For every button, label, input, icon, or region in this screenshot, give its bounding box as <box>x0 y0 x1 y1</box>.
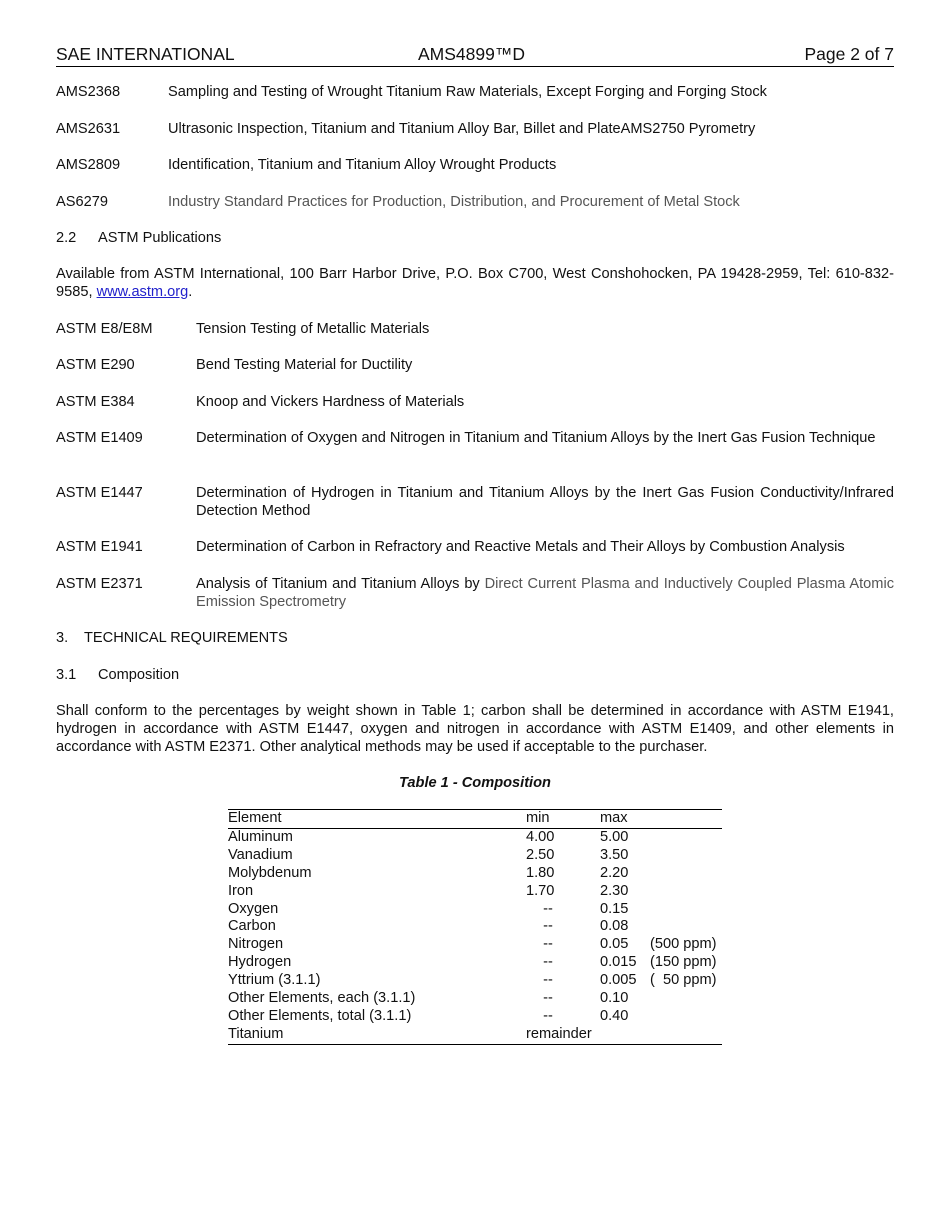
cell-min: -- <box>543 1007 553 1024</box>
reference-description: Bend Testing Material for Ductility <box>196 357 413 373</box>
section-heading-2-2 <box>56 229 221 247</box>
cell-max: 2.30 <box>600 882 629 899</box>
cell-min: 2.50 <box>526 846 555 863</box>
cell-element: Aluminum <box>228 828 293 845</box>
cell-max: 5.00 <box>600 828 629 845</box>
table-title: Table 1 - Composition <box>399 775 551 791</box>
section-title: ASTM Publications <box>98 230 222 246</box>
table-header-row <box>228 810 722 829</box>
table-row <box>228 972 722 990</box>
reference-description <box>196 575 894 611</box>
header-page-number: Page 2 of 7 <box>804 44 894 64</box>
cell-note: (500 ppm) <box>650 936 717 953</box>
cell-note <box>650 918 722 936</box>
reference-code: AS6279 <box>56 194 108 210</box>
cell-element: Vanadium <box>228 846 293 863</box>
reference-code: ASTM E2371 <box>56 576 143 592</box>
column-header-max: max <box>600 810 650 829</box>
reference-code: ASTM E8/E8M <box>56 321 153 337</box>
cell-element: Other Elements, each (3.1.1) <box>228 990 416 1007</box>
table-row <box>228 1026 722 1044</box>
table-row <box>228 1008 722 1026</box>
cell-min: -- <box>543 954 553 971</box>
section-title: TECHNICAL REQUIREMENTS <box>84 630 288 646</box>
cell-min: -- <box>543 918 553 935</box>
cell-min: remainder <box>526 1026 600 1044</box>
reference-description: Knoop and Vickers Hardness of Materials <box>196 394 465 410</box>
cell-element: Other Elements, total (3.1.1) <box>228 1007 412 1024</box>
reference-description-part: Analysis of Titanium and Titanium Alloys by <box>196 576 485 592</box>
cell-min: 1.80 <box>526 864 555 881</box>
reference-description: Determination of Carbon in Refractory and Reactive Metals and Their Alloys by Combustion Analysis <box>196 539 845 555</box>
reference-code: ASTM E384 <box>56 394 135 410</box>
cell-note: ( 50 ppm) <box>650 972 717 989</box>
reference-description: Ultrasonic Inspection, Titanium and Titanium Alloy Bar, Billet and PlateAMS2750 Pyrometry <box>168 121 756 137</box>
table-row <box>228 847 722 865</box>
section-heading-3 <box>56 629 288 647</box>
composition-paragraph: Shall conform to the percentages by weight shown in Table 1; carbon shall be determined in accordance with ASTM E1941, hydrogen in accordance with ASTM E1447, oxygen and nitrogen in accordance with ASTM E1409, and other elements in accordance with ASTM E2371. Other analytical methods may be used if acceptable to the purchaser. <box>56 703 894 755</box>
cell-note <box>650 865 722 883</box>
availability-end: . <box>188 284 193 300</box>
reference-code: AMS2809 <box>56 157 121 173</box>
reference-code: ASTM E1447 <box>56 485 143 501</box>
cell-max: 3.50 <box>600 846 629 863</box>
cell-max <box>600 1026 650 1044</box>
header-doc-number: AMS4899™D <box>418 44 525 64</box>
cell-element: Molybdenum <box>228 864 312 881</box>
reference-description: Sampling and Testing of Wrought Titanium Raw Materials, Except Forging and Forging Stock <box>168 84 767 100</box>
reference-code: ASTM E290 <box>56 357 135 373</box>
reference-description-part: Direct Current Plasma and Inductively Coupled Plasma Atomic Emission Spectrometry <box>196 576 894 610</box>
cell-note <box>650 990 722 1008</box>
reference-code: AMS2368 <box>56 84 121 100</box>
cell-min: -- <box>543 972 553 989</box>
astm-availability-paragraph <box>56 265 894 301</box>
cell-element: Carbon <box>228 918 276 935</box>
cell-max: 0.08 <box>600 918 629 935</box>
cell-note <box>650 847 722 865</box>
column-header-note <box>650 810 722 829</box>
reference-code: ASTM E1409 <box>56 430 143 446</box>
reference-description: Identification, Titanium and Titanium Alloy Wrought Products <box>168 157 557 173</box>
cell-element: Nitrogen <box>228 936 284 953</box>
cell-element: Oxygen <box>228 900 279 917</box>
header-org: SAE INTERNATIONAL <box>56 44 235 64</box>
cell-max: 0.05 <box>600 936 629 953</box>
cell-note: (150 ppm) <box>650 954 717 971</box>
section-number: 3. <box>56 630 69 646</box>
page-header <box>56 44 894 67</box>
section-title: Composition <box>98 667 180 683</box>
cell-min: -- <box>543 936 553 953</box>
composition-table <box>228 809 722 1045</box>
table-row <box>228 883 722 901</box>
section-heading-3-1 <box>56 666 179 684</box>
cell-min: -- <box>543 900 553 917</box>
reference-description: Industry Standard Practices for Production, Distribution, and Procurement of Metal Stock <box>168 194 740 210</box>
table-row <box>228 865 722 883</box>
cell-max: 0.15 <box>600 900 629 917</box>
cell-element: Hydrogen <box>228 954 292 971</box>
availability-text: Available from ASTM International, 100 Barr Harbor Drive, P.O. Box C700, West Conshohocken, PA 19428-2959, Tel: 610-832-9585, <box>56 266 894 300</box>
column-header-min: min <box>526 810 600 829</box>
astm-website-link[interactable]: www.astm.org <box>96 284 189 300</box>
cell-note <box>650 828 722 846</box>
cell-note <box>650 901 722 919</box>
table-row <box>228 954 722 972</box>
cell-max: 0.005 <box>600 972 637 989</box>
reference-description: Determination of Oxygen and Nitrogen in Titanium and Titanium Alloys by the Inert Gas Fusion Technique <box>196 430 876 446</box>
cell-element: Yttrium (3.1.1) <box>228 972 321 989</box>
column-header-element: Element <box>228 810 526 829</box>
cell-max: 0.10 <box>600 990 629 1007</box>
table-row <box>228 936 722 954</box>
cell-element: Titanium <box>228 1026 526 1044</box>
cell-element: Iron <box>228 882 254 899</box>
cell-note <box>650 1026 722 1044</box>
cell-max: 2.20 <box>600 864 629 881</box>
section-number: 2.2 <box>56 230 77 246</box>
table-row <box>228 901 722 919</box>
reference-description: Tension Testing of Metallic Materials <box>196 321 430 337</box>
reference-code: ASTM E1941 <box>56 539 143 555</box>
cell-min: -- <box>543 990 553 1007</box>
table-row <box>228 828 722 846</box>
section-number: 3.1 <box>56 667 77 683</box>
cell-min: 1.70 <box>526 882 555 899</box>
reference-code: AMS2631 <box>56 121 121 137</box>
reference-description: Determination of Hydrogen in Titanium and Titanium Alloys by the Inert Gas Fusion Conductivity/Infrared Detection Method <box>196 485 894 519</box>
table-row <box>228 918 722 936</box>
cell-max: 0.015 <box>600 954 637 971</box>
cell-note <box>650 883 722 901</box>
cell-min: 4.00 <box>526 828 555 845</box>
cell-note <box>650 1008 722 1026</box>
table-row <box>228 990 722 1008</box>
cell-max: 0.40 <box>600 1007 629 1024</box>
